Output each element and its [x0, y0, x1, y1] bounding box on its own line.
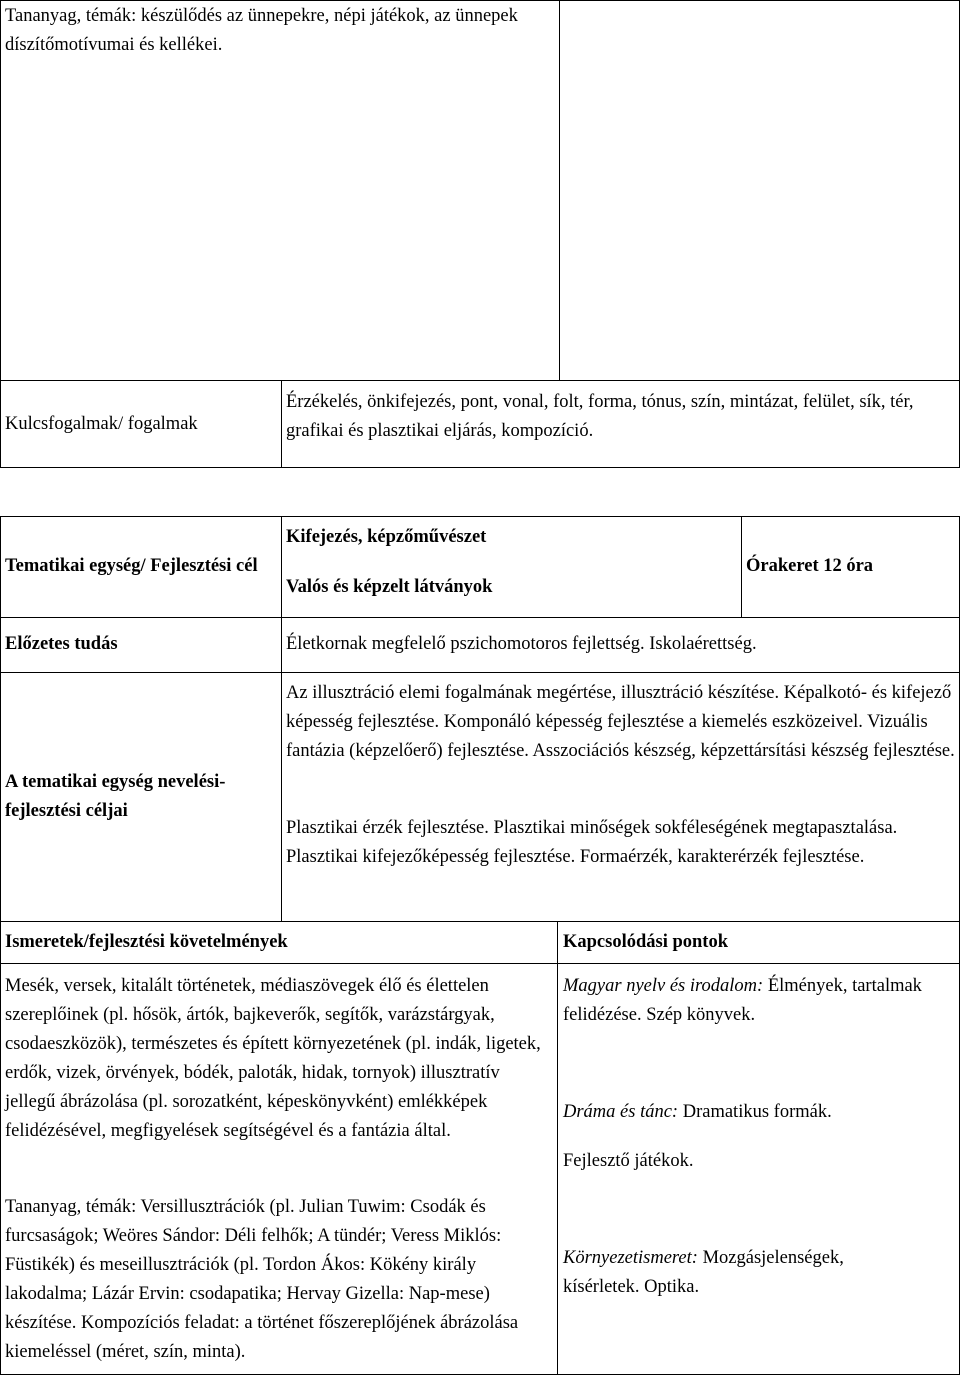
unit-title-line1: Kifejezés, képzőművészet [286, 527, 487, 547]
kapcsolodas-drama-text: Dramatikus formák. [678, 1102, 832, 1122]
orakeret-text: Órakeret 12 óra [746, 556, 874, 576]
kulcsfogalmak-text: Érzékelés, önkifejezés, pont, vonal, folt, forma, tónus, szín, mintázat, felület, sík, tér, grafikai és plasztikai eljárás, kompozíció. [286, 392, 914, 441]
ismeretek-header-text: Ismeretek/fejlesztési követelmények [5, 931, 288, 952]
kapcsolodas-kornyezet-subject: Környezetismeret: [563, 1248, 698, 1268]
elozetes-label [5, 617, 277, 672]
kulcsfogalmak-label-text: Kulcsfogalmak/ fogalmak [5, 413, 198, 434]
kapcsolodas-drama-games: Fejlesztő játékok. [563, 1151, 694, 1171]
kapcsolodas-drama-subject: Dráma és tánc: [563, 1102, 679, 1122]
elozetes-label-text: Előzetes tudás [5, 634, 118, 654]
tananyag-text: Tananyag, témák: készülődés az ünnepekre, népi játékok, az ünnepek díszítőmotívumai és kellékei. [5, 6, 518, 55]
celok-label [5, 672, 265, 921]
kapcsolodas-kornyezet [563, 1244, 923, 1302]
kapcsolodas-kornyezet-text: Mozgásjelenségek, kísérletek. Optika. [563, 1248, 844, 1297]
celok-paragraph-2: Plasztikai érzék fejlesztése. Plasztikai minőségek sokféleségének megtapasztalása. Plasztikai kifejezőképesség fejlesztése. Formaérzék, karakterérzék fejlesztése. [286, 818, 898, 867]
kapcsolodas-magyar-text: Élmények, tartalmak felidézése. Szép könyvek. [563, 976, 922, 1025]
elozetes-text [286, 617, 956, 672]
kapcsolodas-magyar-subject: Magyar nyelv és irodalom: [563, 976, 764, 996]
kapcsolodas-header-text: Kapcsolódási pontok [563, 931, 729, 952]
tematikai-label [5, 516, 277, 617]
ismeretek-paragraph-2: Tananyag, témák: Versillusztrációk (pl. Julian Tuwim: Csodák és furcsaságok; Weöres Sándor: Déli felhők; A tündér; Veress Miklós: Füstikék) és meseillusztrációk (pl. Tordon Ákos: Kökény király lakodalma; Lázár Ervin: csodapatika; Hervay Gizella: Nap-mese) készítése. Kompozíciós feladat: a történet főszereplőjének ábrázolása kiemeléssel (méret, szín, minta). [5, 1197, 519, 1362]
tematikai-label-text: Tematikai egység/ Fejlesztési cél [5, 556, 258, 576]
label-col-divider [281, 516, 282, 921]
kapcsolodas-header [563, 921, 955, 963]
kapcsolodas-divider [557, 921, 558, 1375]
row-line-4 [0, 963, 960, 964]
kulcsfogalmak-label [5, 380, 277, 468]
orakeret-divider [741, 516, 742, 617]
kapcsolodas-drama [563, 1098, 953, 1127]
ismeretek-header [5, 921, 553, 963]
top-table-col-divider-1 [559, 0, 560, 380]
unit-title-line2: Valós és képzelt látványok [286, 577, 493, 597]
ismeretek-paragraph-1: Mesék, versek, kitalált történetek, médiaszövegek élő és élettelen szereplőinek (pl. hősök, ártók, bajkeverők, segítők, varázstárgyak, csodaeszközök), természetes és épített környezetének (pl. indák, ligetek, erdők, vizek, örvények, bódék, paloták, hidak, tornyok) illusztratív jellegű ábrázolása (pl. sorozatként, képeskönyvként) emlékképek felidézésével, megfigyelések segítségével és a fantázia által. [5, 976, 541, 1141]
celok-label-text: A tematikai egység nevelési-fejlesztési céljai [5, 771, 226, 821]
elozetes-text-content: Életkornak megfelelő pszichomotoros fejlettség. Iskolaérettség. [286, 634, 757, 654]
celok-paragraph-1: Az illusztráció elemi fogalmának megértése, illusztráció készítése. Képalkotó- és kifejező képesség fejlesztése. Komponáló képesség fejlesztése a kiemelés eszközeivel. Vizuális fantázia (képzelőerő) fejlesztése. Asszociációs készség, képzettársítási készség fejlesztése. [286, 683, 955, 761]
kapcsolodas-magyar [563, 972, 923, 1030]
orakeret [746, 516, 956, 617]
top-table-col-divider-2 [281, 380, 282, 468]
